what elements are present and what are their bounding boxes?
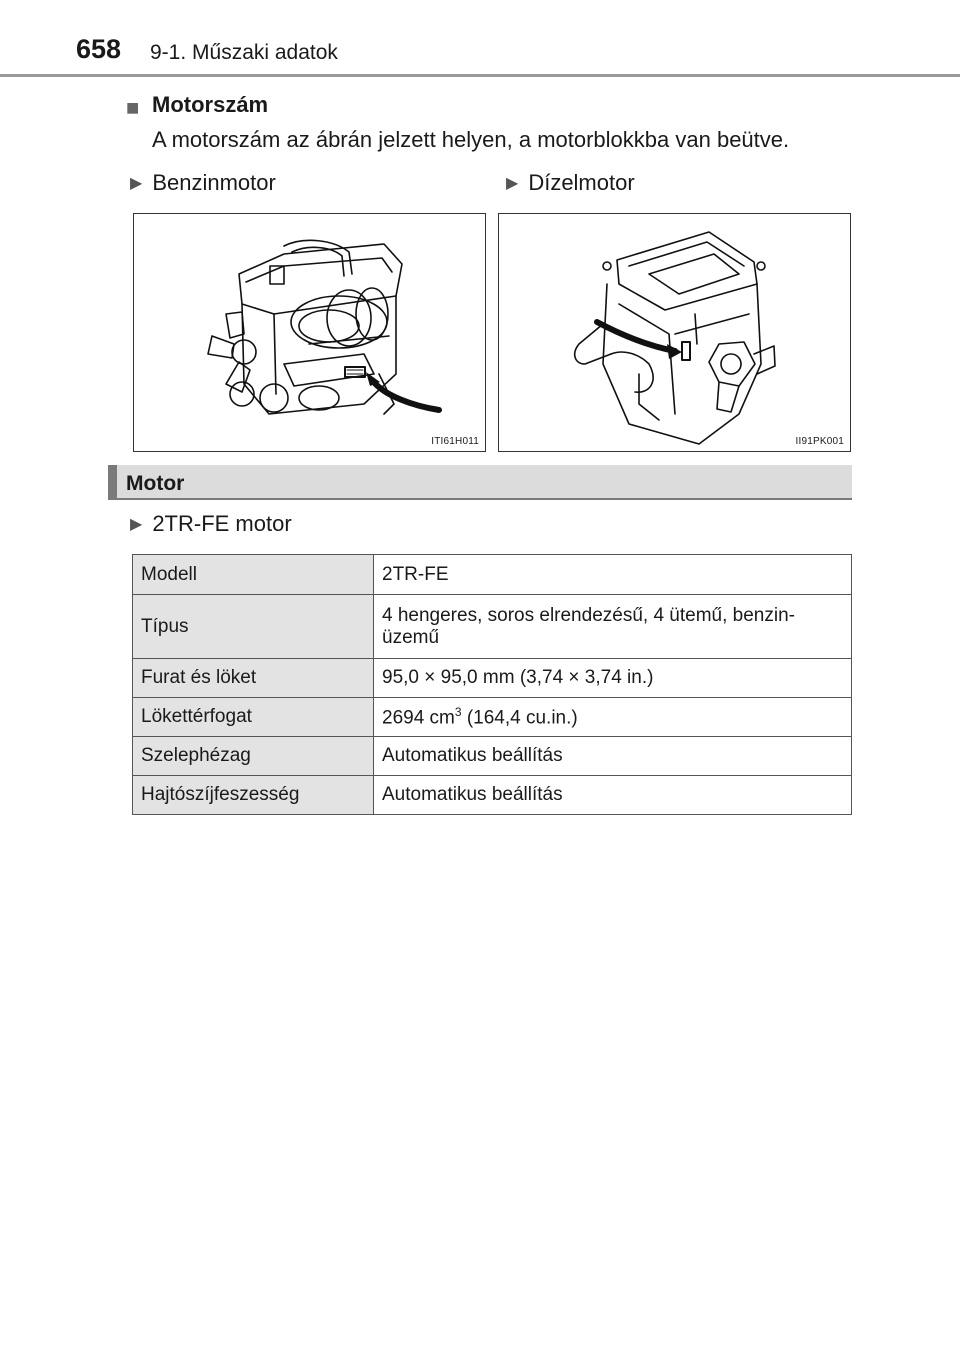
displacement-suffix: (164,4 cu.in.) bbox=[461, 707, 578, 729]
benzin-subheading bbox=[130, 170, 276, 196]
dizel-engine-illustration bbox=[499, 214, 850, 451]
figure-code: II91PK001 bbox=[795, 436, 844, 447]
triangle-bullet-icon: ▶ bbox=[506, 175, 519, 192]
dizel-subheading bbox=[506, 170, 635, 196]
motor-section-title: Motor bbox=[126, 472, 185, 495]
band-underline bbox=[108, 498, 852, 500]
spec-value-displacement bbox=[374, 698, 852, 737]
motorszam-heading: Motorszám bbox=[152, 92, 269, 117]
table-row bbox=[133, 737, 852, 776]
spec-value: 4 hengeres, soros elrendezésű, 4 ütemű, benzin-üzemű bbox=[374, 595, 852, 659]
figure-code: ITI61H011 bbox=[431, 436, 479, 447]
spec-value: 95,0 × 95,0 mm (3,74 × 3,74 in.) bbox=[374, 659, 852, 698]
band-accent-bar bbox=[108, 465, 117, 500]
benzin-engine-illustration bbox=[134, 214, 485, 451]
dizel-engine-figure bbox=[498, 213, 851, 452]
square-bullet-icon: ■ bbox=[126, 95, 140, 120]
spec-key: Lökettérfogat bbox=[133, 698, 374, 737]
table-row bbox=[133, 555, 852, 595]
spec-value: 2TR-FE bbox=[374, 555, 852, 595]
table-row bbox=[133, 595, 852, 659]
displacement-exponent: 3 bbox=[454, 704, 462, 719]
spec-key: Furat és löket bbox=[133, 659, 374, 698]
spec-key: Modell bbox=[133, 555, 374, 595]
benzin-label: Benzinmotor bbox=[152, 170, 276, 195]
engine-spec-table bbox=[132, 554, 852, 815]
table-row bbox=[133, 776, 852, 815]
dizel-label: Dízelmotor bbox=[528, 170, 635, 195]
motorszam-description: A motorszám az ábrán jelzett helyen, a motorblokkba van beütve. bbox=[152, 127, 790, 152]
engine-subheading bbox=[130, 511, 292, 537]
benzin-engine-figure bbox=[133, 213, 486, 452]
spec-key: Hajtószíjfeszesség bbox=[133, 776, 374, 815]
triangle-bullet-icon: ▶ bbox=[130, 516, 143, 533]
table-row bbox=[133, 698, 852, 737]
displacement-value: 2694 cm bbox=[382, 707, 455, 729]
motor-section-band bbox=[108, 465, 852, 500]
section-title: 9-1. Műszaki adatok bbox=[150, 41, 338, 64]
engine-subheading-text: 2TR-FE motor bbox=[152, 511, 292, 536]
spec-key: Szelephézag bbox=[133, 737, 374, 776]
header-divider bbox=[0, 74, 960, 77]
table-row bbox=[133, 659, 852, 698]
spec-value: Automatikus beállítás bbox=[374, 776, 852, 815]
page-number: 658 bbox=[76, 34, 122, 64]
page-header bbox=[0, 0, 960, 78]
triangle-bullet-icon: ▶ bbox=[130, 175, 143, 192]
spec-value: Automatikus beállítás bbox=[374, 737, 852, 776]
spec-key: Típus bbox=[133, 595, 374, 659]
